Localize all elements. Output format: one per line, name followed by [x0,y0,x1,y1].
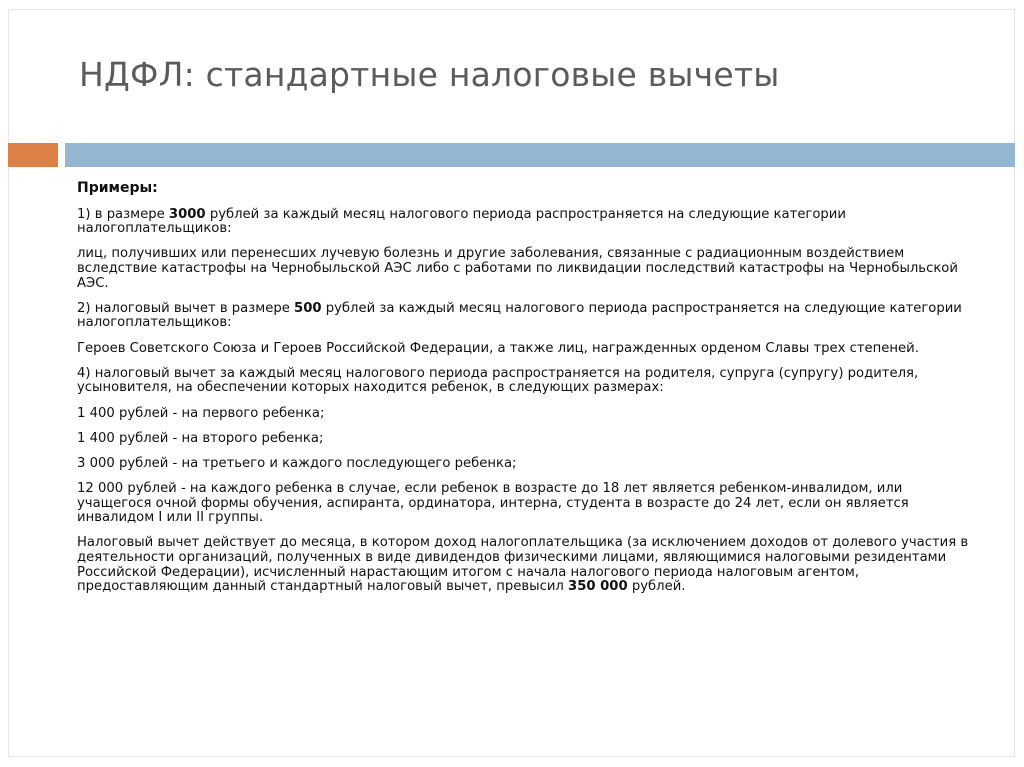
p3-text-after: рублей за каждый месяц налогового периода распространяется на следующие категории налогоплательщиков: [77,300,962,331]
p1-amount: 3000 [168,206,206,222]
paragraph-income-limit [77,536,977,594]
p10-amount: 350 000 [568,579,628,595]
p10-text-after: рублей. [627,579,686,595]
paragraph-500-deduction [77,302,977,331]
accent-bar-blue [65,143,1015,167]
slide-title: НДФЛ: стандартные налоговые вычеты [79,55,780,94]
paragraph-heroes-category: Героев Советского Союза и Героев Российской Федерации, а также лиц, награжденных орденом Славы трех степеней. [77,340,919,356]
accent-bar-orange [8,143,58,167]
p10-text-before: Налоговый вычет действует до месяца, в котором доход налогоплательщика (за исключением доходов от долевого участия в деятельности организаций, полученных в виде дивидендов физическими лицами, являющимися налоговыми резидентами Российской Федерации), исчисленный нарастающим итогом с начала налогового периода налоговым агентом, предоставляющим данный стандартный налоговый вычет, превысил [77,535,969,595]
p3-text-before: 2) налоговый вычет в размере [77,300,295,316]
paragraph-child-deduction: 4) налоговый вычет за каждый месяц налогового периода распространяется на родителя, супруга (супругу) родителя, усыновителя, на обеспечении которых находится ребенок, в следующих размерах: [77,365,919,396]
paragraph-second-child: 1 400 рублей - на второго ребенка; [77,430,324,446]
paragraph-third-child: 3 000 рублей - на третьего и каждого последующего ребенка; [77,455,517,471]
examples-heading: Примеры: [77,180,158,196]
p3-amount: 500 [294,300,322,316]
paragraph-chernobyl-category: лиц, получивших или перенесших лучевую болезнь и другие заболевания, связанные с радиационным воздействием вследствие катастрофы на Чернобыльской АЭС либо с работами по ликвидации последствий катастрофы на Чернобыльской АЭС. [77,246,958,291]
p1-text-after: рублей за каждый месяц налогового периода распространяется на следующие категории налогоплательщиков: [77,206,846,237]
paragraph-3000-deduction [77,208,977,237]
slide-content [77,181,977,605]
paragraph-first-child: 1 400 рублей - на первого ребенка; [77,405,325,421]
p1-text-before: 1) в размере [77,206,169,222]
paragraph-disabled-child: 12 000 рублей - на каждого ребенка в случае, если ребенок в возрасте до 18 лет является ребенком-инвалидом, или учащегося очной формы обучения, аспиранта, ординатора, интерна, студента в возрасте до 24 лет, если он является инвалидом I или II группы. [77,481,909,526]
